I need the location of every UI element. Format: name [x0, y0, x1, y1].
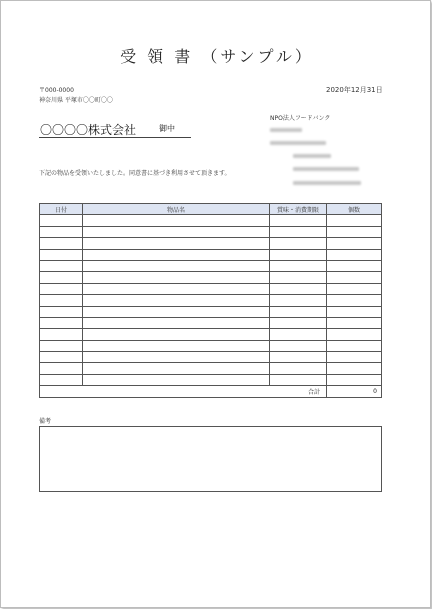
row-expiry-cell	[270, 317, 327, 328]
row-expiry-cell	[270, 374, 327, 385]
table-row	[40, 215, 382, 226]
header-date: 日付	[40, 204, 83, 215]
row-quantity-cell	[327, 295, 382, 306]
row-quantity-cell	[327, 306, 382, 317]
table-row	[40, 260, 382, 271]
row-expiry-cell	[270, 306, 327, 317]
redacted-issuer-tel	[293, 167, 359, 171]
row-quantity-cell	[327, 352, 382, 363]
row-expiry-cell	[270, 352, 327, 363]
row-quantity-cell	[327, 249, 382, 260]
table-row	[40, 352, 382, 363]
table-row	[40, 238, 382, 249]
total-label: 合計	[270, 386, 327, 397]
header-quantity: 個数	[327, 204, 382, 215]
table-row	[40, 317, 382, 328]
table-row	[40, 272, 382, 283]
row-expiry-cell	[270, 295, 327, 306]
recipient-honorific: 御中	[159, 124, 175, 133]
row-quantity-cell	[327, 272, 382, 283]
receipt-statement: 下記の物品を受領いたしました。同意書に基づき利用させて頂きます。	[39, 170, 231, 177]
recipient-address: 神奈川県 平塚市〇〇町〇〇	[39, 97, 113, 104]
row-date-cell	[40, 329, 83, 340]
header-item-name: 物品名	[83, 204, 270, 215]
table-row	[40, 226, 382, 237]
row-date-cell	[40, 215, 83, 226]
row-expiry-cell	[270, 260, 327, 271]
header-expiry: 賞味・消費期限	[270, 204, 327, 215]
row-item-name-cell	[83, 374, 270, 385]
row-item-name-cell	[83, 329, 270, 340]
document-title: 受 領 書 （サンプル）	[120, 47, 314, 66]
row-date-cell	[40, 340, 83, 351]
notes-label: 備考	[39, 418, 52, 425]
recipient-postal-code: 〒000-0000	[39, 87, 74, 94]
table-row	[40, 374, 382, 385]
table-row	[40, 363, 382, 374]
issuer-organization: NPO法人フードバンク	[270, 115, 331, 122]
table-row	[40, 249, 382, 260]
items-table	[39, 203, 382, 398]
row-item-name-cell	[83, 295, 270, 306]
row-expiry-cell	[270, 272, 327, 283]
row-expiry-cell	[270, 363, 327, 374]
total-row	[40, 386, 382, 397]
row-expiry-cell	[270, 238, 327, 249]
total-spacer	[83, 386, 270, 397]
company-underline	[39, 137, 191, 138]
row-item-name-cell	[83, 340, 270, 351]
redacted-issuer-postal	[270, 128, 302, 132]
row-date-cell	[40, 363, 83, 374]
recipient-company-name: 〇〇〇〇株式会社	[40, 123, 137, 137]
row-expiry-cell	[270, 329, 327, 340]
row-quantity-cell	[327, 260, 382, 271]
redacted-issuer-fax	[293, 181, 361, 185]
items-body	[40, 215, 382, 386]
table-row	[40, 283, 382, 294]
row-expiry-cell	[270, 215, 327, 226]
row-date-cell	[40, 272, 83, 283]
document-date: 2020年12月31日	[326, 86, 383, 94]
table-row	[40, 329, 382, 340]
row-item-name-cell	[83, 249, 270, 260]
row-item-name-cell	[83, 317, 270, 328]
table-row	[40, 295, 382, 306]
row-expiry-cell	[270, 340, 327, 351]
row-quantity-cell	[327, 340, 382, 351]
row-item-name-cell	[83, 238, 270, 249]
row-item-name-cell	[83, 272, 270, 283]
row-item-name-cell	[83, 260, 270, 271]
row-quantity-cell	[327, 226, 382, 237]
row-date-cell	[40, 317, 83, 328]
row-date-cell	[40, 238, 83, 249]
total-spacer	[40, 386, 83, 397]
row-expiry-cell	[270, 283, 327, 294]
row-item-name-cell	[83, 215, 270, 226]
row-item-name-cell	[83, 306, 270, 317]
row-date-cell	[40, 306, 83, 317]
row-quantity-cell	[327, 363, 382, 374]
row-expiry-cell	[270, 226, 327, 237]
row-quantity-cell	[327, 283, 382, 294]
row-quantity-cell	[327, 374, 382, 385]
row-date-cell	[40, 352, 83, 363]
total-value: 0	[327, 386, 382, 397]
row-item-name-cell	[83, 363, 270, 374]
row-quantity-cell	[327, 329, 382, 340]
row-item-name-cell	[83, 226, 270, 237]
row-date-cell	[40, 295, 83, 306]
redacted-issuer-address-2	[293, 154, 331, 158]
row-item-name-cell	[83, 283, 270, 294]
row-date-cell	[40, 226, 83, 237]
table-row	[40, 306, 382, 317]
row-item-name-cell	[83, 352, 270, 363]
row-date-cell	[40, 374, 83, 385]
notes-box	[39, 426, 382, 492]
row-date-cell	[40, 283, 83, 294]
table-row	[40, 340, 382, 351]
row-quantity-cell	[327, 215, 382, 226]
row-quantity-cell	[327, 238, 382, 249]
row-date-cell	[40, 260, 83, 271]
row-expiry-cell	[270, 249, 327, 260]
row-quantity-cell	[327, 317, 382, 328]
table-header-row	[40, 204, 382, 215]
redacted-issuer-address	[270, 141, 326, 145]
row-date-cell	[40, 249, 83, 260]
